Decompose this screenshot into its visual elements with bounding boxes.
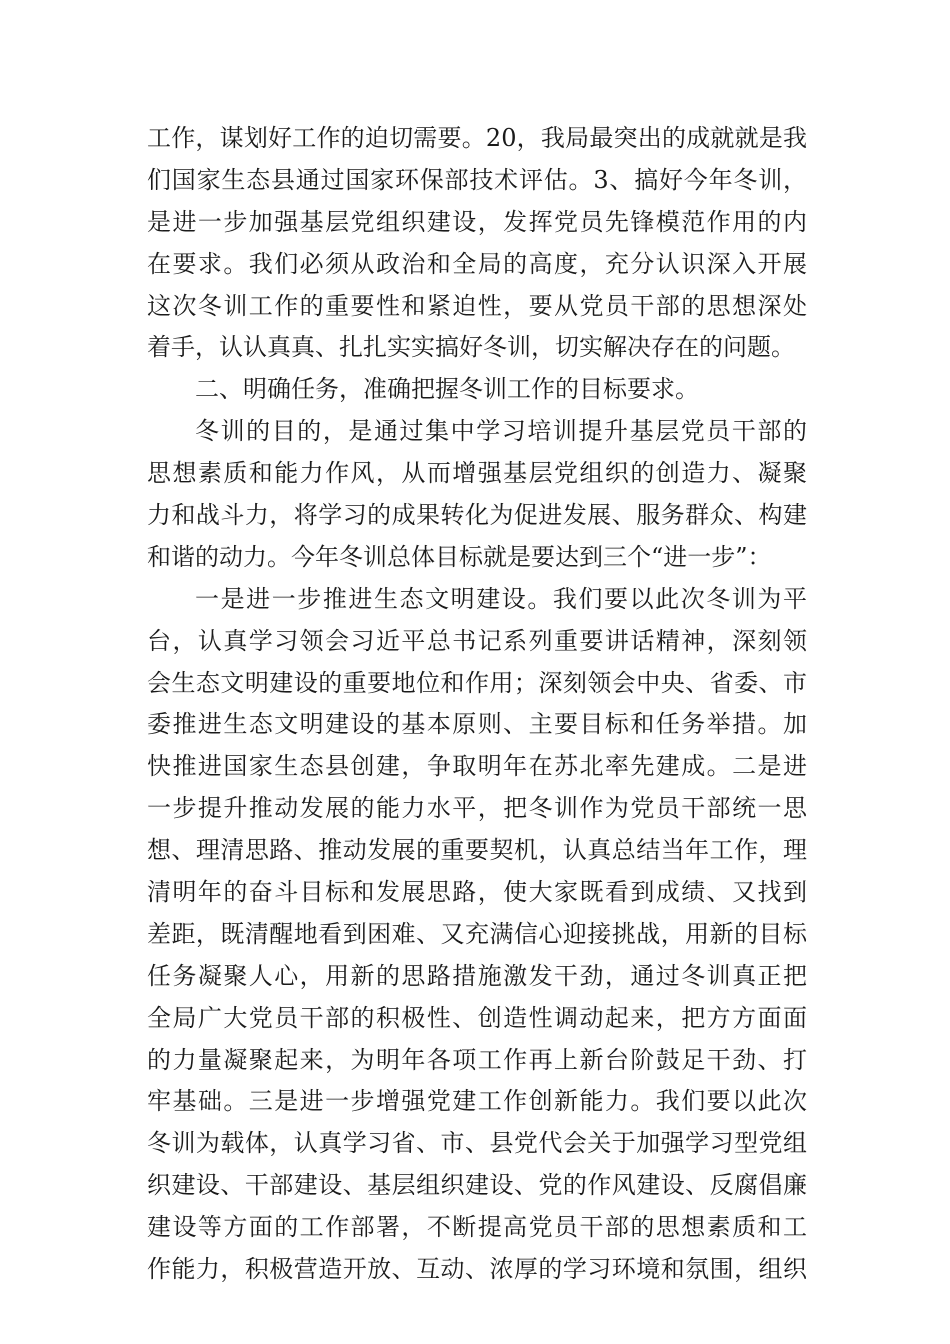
text-line: 委推进生态文明建设的基本原则、主要目标和任务举措。加 <box>147 710 807 739</box>
text-line: 想、理清思路、推动发展的重要契机，认真总结当年工作，理 <box>147 836 807 865</box>
text-line: 织建设、干部建设、基层组织建设、党的作风建设、反腐倡廉 <box>147 1171 807 1200</box>
text-line: 力和战斗力，将学习的成果转化为促进发展、服务群众、构建 <box>147 501 807 530</box>
text-line: 清明年的奋斗目标和发展思路，使大家既看到成绩、又找到 <box>147 878 807 907</box>
document-body <box>147 118 807 1291</box>
text-line: 思想素质和能力作风，从而增强基层党组织的创造力、凝聚 <box>147 459 807 488</box>
text-line: 台，认真学习领会习近平总书记系列重要讲话精神，深刻领 <box>147 626 807 655</box>
text-line: 全局广大党员干部的积极性、创造性调动起来，把方方面面 <box>147 1003 807 1032</box>
text-line: 牢基础。三是进一步增强党建工作创新能力。我们要以此次 <box>147 1087 807 1116</box>
text-line: 冬训的目的，是通过集中学习培训提升基层党员干部的 <box>195 417 807 446</box>
text-line: 作能力，积极营造开放、互动、浓厚的学习环境和氛围，组织 <box>147 1255 807 1284</box>
text-line: 和谐的动力。今年冬训总体目标就是要达到三个“进一步”： <box>147 542 772 571</box>
text-line: 一是进一步推进生态文明建设。我们要以此次冬训为平 <box>195 584 807 613</box>
text-line: 工作，谋划好工作的迫切需要。20，我局最突出的成就就是我 <box>147 124 807 152</box>
text-line: 建设等方面的工作部署，不断提高党员干部的思想素质和工 <box>147 1213 807 1242</box>
text-line: 在要求。我们必须从政治和全局的高度，充分认识深入开展 <box>147 249 807 278</box>
text-line: 任务凝聚人心，用新的思路措施激发干劲，通过冬训真正把 <box>147 961 807 990</box>
text-line: 的力量凝聚起来，为明年各项工作再上新台阶鼓足干劲、打 <box>147 1045 807 1074</box>
text-line: 冬训为载体，认真学习省、市、县党代会关于加强学习型党组 <box>147 1129 807 1158</box>
text-line: 们国家生态县通过国家环保部技术评估。3、搞好今年冬训， <box>147 165 807 194</box>
text-line: 着手，认认真真、扎扎实实搞好冬训，切实解决存在的问题。 <box>147 333 795 362</box>
text-line: 差距，既清醒地看到困难、又充满信心迎接挑战，用新的目标 <box>147 919 807 948</box>
text-line: 是进一步加强基层党组织建设，发挥党员先锋模范作用的内 <box>147 207 807 236</box>
text-line: 一步提升推动发展的能力水平，把冬训作为党员干部统一思 <box>147 794 807 823</box>
text-line: 这次冬训工作的重要性和紧迫性，要从党员干部的思想深处 <box>147 291 807 320</box>
text-line: 会生态文明建设的重要地位和作用；深刻领会中央、省委、市 <box>147 668 807 697</box>
text-line: 二、明确任务，准确把握冬训工作的目标要求。 <box>195 375 699 404</box>
text-line: 快推进国家生态县创建，争取明年在苏北率先建成。二是进 <box>147 752 807 781</box>
